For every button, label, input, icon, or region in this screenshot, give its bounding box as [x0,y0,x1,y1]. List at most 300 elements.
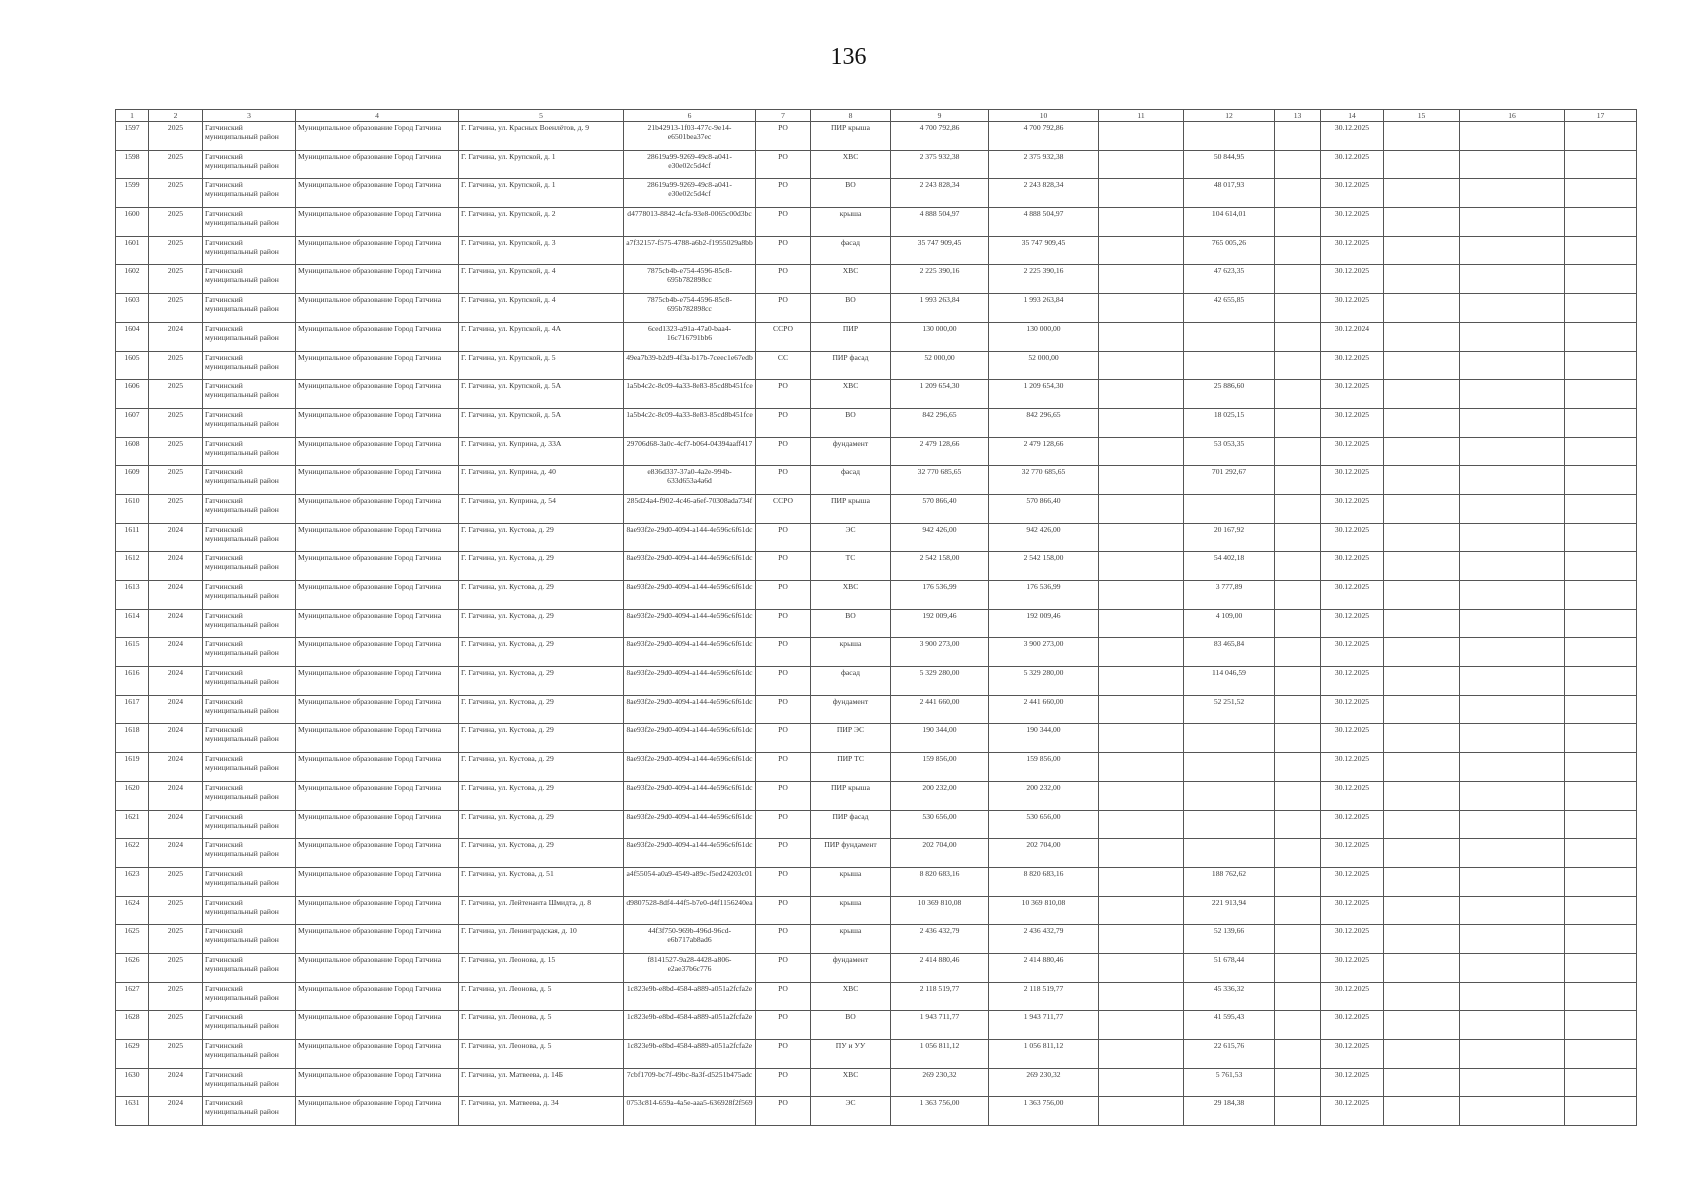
cell-total-cost: 2 441 660,00 [891,695,989,724]
cell-house-id: e836d337-37a0-4a2e-994b-633d653a4a6d [624,466,756,495]
table-row [116,867,1637,896]
cell-col-15 [1384,810,1460,839]
cell-year: 2024 [149,1097,203,1126]
cell-work-type: фасад [811,667,891,696]
cell-col-13 [1275,638,1321,667]
cell-col-11 [1099,781,1184,810]
table-body [116,122,1637,1126]
cell-district: Гатчинский муниципальный район [203,523,296,552]
table-row [116,122,1637,151]
cell-col-11 [1099,236,1184,265]
cell-municipality: Муниципальное образование Город Гатчина [296,667,459,696]
cell-col-13 [1275,581,1321,610]
cell-row-number: 1626 [116,953,149,982]
cell-deadline: 30.12.2025 [1321,466,1384,495]
cell-cost-fund: 4 888 504,97 [989,208,1099,237]
cell-row-number: 1622 [116,839,149,868]
cell-col-17 [1565,896,1637,925]
cell-house-id: 8ae93f2e-29d0-4094-a144-4e596c6f61dc [624,695,756,724]
cell-col-16 [1460,581,1565,610]
cell-house-id: 29706d68-3a0c-4cf7-b064-04394aaff417 [624,437,756,466]
cell-col-12: 47 623,35 [1184,265,1275,294]
cell-col-15 [1384,208,1460,237]
cell-house-id: 8ae93f2e-29d0-4094-a144-4e596c6f61dc [624,753,756,782]
cell-col-15 [1384,609,1460,638]
cell-row-number: 1627 [116,982,149,1011]
cell-municipality: Муниципальное образование Город Гатчина [296,294,459,323]
cell-col-16 [1460,695,1565,724]
cell-municipality: Муниципальное образование Город Гатчина [296,781,459,810]
cell-district: Гатчинский муниципальный район [203,179,296,208]
cell-year: 2025 [149,408,203,437]
cell-row-number: 1615 [116,638,149,667]
table-row [116,781,1637,810]
cell-house-id: 8ae93f2e-29d0-4094-a144-4e596c6f61dc [624,724,756,753]
cell-col-11 [1099,925,1184,954]
cell-work-type: ХВС [811,265,891,294]
cell-col-15 [1384,1040,1460,1069]
cell-total-cost: 52 000,00 [891,351,989,380]
table-row [116,236,1637,265]
cell-cost-fund: 2 436 432,79 [989,925,1099,954]
cell-work-type: ХВС [811,1068,891,1097]
column-header-6: 6 [624,110,756,122]
cell-year: 2025 [149,896,203,925]
cell-source: РО [756,380,811,409]
cell-col-13 [1275,380,1321,409]
cell-col-13 [1275,523,1321,552]
cell-year: 2025 [149,466,203,495]
cell-cost-fund: 1 209 654,30 [989,380,1099,409]
cell-col-13 [1275,925,1321,954]
cell-col-17 [1565,322,1637,351]
cell-col-15 [1384,1068,1460,1097]
cell-work-type: ХВС [811,581,891,610]
cell-cost-fund: 32 770 685,65 [989,466,1099,495]
table-row [116,466,1637,495]
cell-work-type: ПИР ЭС [811,724,891,753]
cell-col-16 [1460,322,1565,351]
cell-total-cost: 8 820 683,16 [891,867,989,896]
cell-house-id: 7875cb4b-e754-4596-85c8-695b782898cc [624,294,756,323]
cell-row-number: 1613 [116,581,149,610]
column-header-17: 17 [1565,110,1637,122]
cell-district: Гатчинский муниципальный район [203,208,296,237]
cell-deadline: 30.12.2025 [1321,351,1384,380]
cell-source: РО [756,581,811,610]
cell-col-17 [1565,753,1637,782]
cell-total-cost: 2 414 880,46 [891,953,989,982]
cell-col-12: 53 053,35 [1184,437,1275,466]
cell-house-id: d4778013-8842-4cfa-93e8-0065c00d3bc [624,208,756,237]
cell-row-number: 1619 [116,753,149,782]
cell-cost-fund: 130 000,00 [989,322,1099,351]
cell-district: Гатчинский муниципальный район [203,1097,296,1126]
cell-work-type: крыша [811,925,891,954]
cell-work-type: ВО [811,179,891,208]
cell-total-cost: 4 888 504,97 [891,208,989,237]
cell-col-11 [1099,953,1184,982]
cell-district: Гатчинский муниципальный район [203,581,296,610]
cell-col-17 [1565,351,1637,380]
cell-total-cost: 1 209 654,30 [891,380,989,409]
cell-col-15 [1384,867,1460,896]
cell-work-type: ПУ и УУ [811,1040,891,1069]
cell-district: Гатчинский муниципальный район [203,695,296,724]
cell-col-17 [1565,1011,1637,1040]
cell-year: 2025 [149,1011,203,1040]
cell-address: Г. Гатчина, ул. Крупской, д. 2 [459,208,624,237]
cell-deadline: 30.12.2025 [1321,638,1384,667]
cell-col-13 [1275,1040,1321,1069]
cell-deadline: 30.12.2025 [1321,609,1384,638]
cell-house-id: 28619a99-9269-49c8-a041-e30e02c5d4cf [624,150,756,179]
cell-work-type: ВО [811,609,891,638]
cell-col-13 [1275,408,1321,437]
cell-work-type: ПИР крыша [811,494,891,523]
cell-deadline: 30.12.2025 [1321,896,1384,925]
cell-col-16 [1460,122,1565,151]
cell-municipality: Муниципальное образование Город Гатчина [296,437,459,466]
cell-col-17 [1565,982,1637,1011]
cell-cost-fund: 2 441 660,00 [989,695,1099,724]
cell-col-15 [1384,236,1460,265]
cell-deadline: 30.12.2025 [1321,867,1384,896]
cell-deadline: 30.12.2025 [1321,265,1384,294]
cell-year: 2025 [149,122,203,151]
cell-total-cost: 269 230,32 [891,1068,989,1097]
cell-municipality: Муниципальное образование Город Гатчина [296,265,459,294]
cell-municipality: Муниципальное образование Город Гатчина [296,466,459,495]
cell-year: 2025 [149,351,203,380]
cell-cost-fund: 2 225 390,16 [989,265,1099,294]
cell-year: 2025 [149,925,203,954]
cell-total-cost: 2 225 390,16 [891,265,989,294]
cell-address: Г. Гатчина, ул. Кустова, д. 29 [459,810,624,839]
cell-cost-fund: 200 232,00 [989,781,1099,810]
cell-total-cost: 3 900 273,00 [891,638,989,667]
cell-col-17 [1565,925,1637,954]
cell-district: Гатчинский муниципальный район [203,839,296,868]
cell-house-id: 1c823e9b-e8bd-4584-a889-a051a2fcfa2e [624,982,756,1011]
cell-col-17 [1565,609,1637,638]
cell-work-type: ПИР крыша [811,781,891,810]
cell-house-id: 21b42913-1f03-477c-9e14-e6501bea37ec [624,122,756,151]
cell-year: 2024 [149,781,203,810]
cell-col-17 [1565,122,1637,151]
cell-col-12 [1184,322,1275,351]
table-row [116,695,1637,724]
cell-col-16 [1460,523,1565,552]
table-row [116,380,1637,409]
table-row [116,839,1637,868]
cell-district: Гатчинский муниципальный район [203,122,296,151]
cell-cost-fund: 2 479 128,66 [989,437,1099,466]
cell-col-12: 221 913,94 [1184,896,1275,925]
cell-col-12: 45 336,32 [1184,982,1275,1011]
cell-source: РО [756,466,811,495]
cell-source: РО [756,208,811,237]
cell-address: Г. Гатчина, ул. Кустова, д. 29 [459,695,624,724]
cell-col-13 [1275,1068,1321,1097]
cell-cost-fund: 8 820 683,16 [989,867,1099,896]
cell-source: РО [756,408,811,437]
cell-year: 2025 [149,953,203,982]
cell-source: РО [756,667,811,696]
cell-municipality: Муниципальное образование Город Гатчина [296,982,459,1011]
table-row [116,351,1637,380]
cell-source: РО [756,1068,811,1097]
cell-col-13 [1275,150,1321,179]
cell-work-type: ЭС [811,523,891,552]
cell-col-13 [1275,265,1321,294]
column-header-4: 4 [296,110,459,122]
cell-house-id: 8ae93f2e-29d0-4094-a144-4e596c6f61dc [624,638,756,667]
cell-year: 2024 [149,552,203,581]
cell-work-type: фундамент [811,437,891,466]
table-row [116,1011,1637,1040]
cell-col-15 [1384,925,1460,954]
cell-year: 2025 [149,236,203,265]
cell-col-15 [1384,839,1460,868]
cell-cost-fund: 192 009,46 [989,609,1099,638]
cell-cost-fund: 159 856,00 [989,753,1099,782]
cell-cost-fund: 942 426,00 [989,523,1099,552]
cell-district: Гатчинский муниципальный район [203,1068,296,1097]
cell-row-number: 1625 [116,925,149,954]
cell-cost-fund: 2 542 158,00 [989,552,1099,581]
table-row [116,638,1637,667]
cell-house-id: 8ae93f2e-29d0-4094-a144-4e596c6f61dc [624,523,756,552]
cell-col-16 [1460,408,1565,437]
cell-total-cost: 130 000,00 [891,322,989,351]
cell-address: Г. Гатчина, ул. Кустова, д. 29 [459,667,624,696]
cell-col-17 [1565,437,1637,466]
cell-col-17 [1565,494,1637,523]
cell-municipality: Муниципальное образование Город Гатчина [296,609,459,638]
cell-col-17 [1565,581,1637,610]
cell-cost-fund: 4 700 792,86 [989,122,1099,151]
cell-col-13 [1275,494,1321,523]
cell-source: РО [756,609,811,638]
cell-col-17 [1565,1040,1637,1069]
cell-col-16 [1460,867,1565,896]
cell-district: Гатчинский муниципальный район [203,494,296,523]
cell-source: РО [756,781,811,810]
cell-municipality: Муниципальное образование Город Гатчина [296,1011,459,1040]
cell-col-12 [1184,810,1275,839]
cell-work-type: ЭС [811,1097,891,1126]
table-row [116,523,1637,552]
cell-row-number: 1605 [116,351,149,380]
cell-row-number: 1616 [116,667,149,696]
cell-year: 2024 [149,667,203,696]
cell-house-id: 8ae93f2e-29d0-4094-a144-4e596c6f61dc [624,810,756,839]
cell-col-16 [1460,982,1565,1011]
cell-col-12: 114 046,59 [1184,667,1275,696]
cell-col-11 [1099,1040,1184,1069]
cell-col-17 [1565,781,1637,810]
cell-house-id: 285d24a4-f902-4c46-a6ef-70308ada734f [624,494,756,523]
cell-col-13 [1275,781,1321,810]
cell-col-15 [1384,494,1460,523]
cell-cost-fund: 202 704,00 [989,839,1099,868]
cell-deadline: 30.12.2025 [1321,925,1384,954]
cell-house-id: 6ced1323-a91a-47a0-baa4-16c716791bb6 [624,322,756,351]
cell-col-17 [1565,810,1637,839]
table-row [116,208,1637,237]
cell-col-11 [1099,724,1184,753]
cell-row-number: 1629 [116,1040,149,1069]
cell-address: Г. Гатчина, ул. Кустова, д. 29 [459,839,624,868]
cell-col-17 [1565,236,1637,265]
cell-col-16 [1460,265,1565,294]
cell-municipality: Муниципальное образование Город Гатчина [296,896,459,925]
cell-col-17 [1565,1097,1637,1126]
cell-col-12: 83 465,84 [1184,638,1275,667]
cell-col-16 [1460,552,1565,581]
cell-municipality: Муниципальное образование Город Гатчина [296,122,459,151]
cell-col-11 [1099,839,1184,868]
cell-house-id: 1a5b4c2c-8c09-4a33-8e83-85cd8b451fce [624,380,756,409]
cell-col-13 [1275,609,1321,638]
table-row [116,581,1637,610]
cell-col-13 [1275,552,1321,581]
cell-col-12: 22 615,76 [1184,1040,1275,1069]
cell-municipality: Муниципальное образование Город Гатчина [296,1040,459,1069]
cell-municipality: Муниципальное образование Город Гатчина [296,380,459,409]
cell-col-13 [1275,753,1321,782]
cell-row-number: 1617 [116,695,149,724]
cell-row-number: 1599 [116,179,149,208]
cell-col-12 [1184,351,1275,380]
cell-deadline: 30.12.2025 [1321,667,1384,696]
cell-cost-fund: 5 329 280,00 [989,667,1099,696]
cell-col-17 [1565,552,1637,581]
cell-deadline: 30.12.2025 [1321,236,1384,265]
cell-col-15 [1384,753,1460,782]
cell-source: РО [756,236,811,265]
table-row [116,1097,1637,1126]
cell-deadline: 30.12.2025 [1321,982,1384,1011]
cell-deadline: 30.12.2025 [1321,1040,1384,1069]
table-row [116,810,1637,839]
cell-year: 2025 [149,437,203,466]
cell-source: РО [756,953,811,982]
cell-year: 2024 [149,695,203,724]
column-header-3: 3 [203,110,296,122]
cell-work-type: крыша [811,638,891,667]
cell-col-11 [1099,552,1184,581]
cell-col-12: 765 005,26 [1184,236,1275,265]
cell-col-13 [1275,695,1321,724]
cell-deadline: 30.12.2025 [1321,408,1384,437]
cell-house-id: 44f3f750-969b-496d-96cd-e6b717ab8ad6 [624,925,756,954]
cell-work-type: ТС [811,552,891,581]
cell-col-11 [1099,466,1184,495]
table-row [116,265,1637,294]
table-row [116,724,1637,753]
cell-deadline: 30.12.2025 [1321,839,1384,868]
cell-col-16 [1460,179,1565,208]
cell-total-cost: 202 704,00 [891,839,989,868]
cell-col-13 [1275,236,1321,265]
cell-house-id: 7875cb4b-e754-4596-85c8-695b782898cc [624,265,756,294]
cell-col-15 [1384,896,1460,925]
cell-municipality: Муниципальное образование Город Гатчина [296,322,459,351]
cell-work-type: ПИР фасад [811,810,891,839]
cell-col-17 [1565,179,1637,208]
cell-col-12 [1184,122,1275,151]
cell-deadline: 30.12.2025 [1321,437,1384,466]
cell-col-11 [1099,322,1184,351]
cell-address: Г. Гатчина, ул. Крупской, д. 5А [459,408,624,437]
cell-address: Г. Гатчина, ул. Крупской, д. 5А [459,380,624,409]
cell-house-id: 8ae93f2e-29d0-4094-a144-4e596c6f61dc [624,581,756,610]
cell-address: Г. Гатчина, ул. Кустова, д. 29 [459,724,624,753]
cell-col-11 [1099,265,1184,294]
cell-municipality: Муниципальное образование Город Гатчина [296,552,459,581]
cell-row-number: 1609 [116,466,149,495]
cell-deadline: 30.12.2025 [1321,1097,1384,1126]
cell-col-15 [1384,150,1460,179]
cell-col-16 [1460,810,1565,839]
cell-work-type: ВО [811,408,891,437]
table-row [116,322,1637,351]
cell-col-16 [1460,609,1565,638]
cell-col-17 [1565,466,1637,495]
cell-municipality: Муниципальное образование Город Гатчина [296,351,459,380]
cell-total-cost: 942 426,00 [891,523,989,552]
cell-col-17 [1565,380,1637,409]
table-row [116,982,1637,1011]
cell-municipality: Муниципальное образование Город Гатчина [296,753,459,782]
cell-source: РО [756,1097,811,1126]
cell-col-12: 18 025,15 [1184,408,1275,437]
cell-cost-fund: 190 344,00 [989,724,1099,753]
cell-col-11 [1099,695,1184,724]
column-header-15: 15 [1384,110,1460,122]
cell-deadline: 30.12.2025 [1321,150,1384,179]
table-row [116,294,1637,323]
cell-col-11 [1099,351,1184,380]
cell-year: 2024 [149,810,203,839]
cell-work-type: ПИР фундамент [811,839,891,868]
cell-col-12: 48 017,93 [1184,179,1275,208]
cell-district: Гатчинский муниципальный район [203,150,296,179]
cell-col-13 [1275,867,1321,896]
cell-col-15 [1384,781,1460,810]
cell-cost-fund: 2 243 828,34 [989,179,1099,208]
cell-col-12 [1184,494,1275,523]
cell-work-type: крыша [811,208,891,237]
cell-district: Гатчинский муниципальный район [203,294,296,323]
cell-row-number: 1600 [116,208,149,237]
cell-col-11 [1099,609,1184,638]
cell-municipality: Муниципальное образование Город Гатчина [296,867,459,896]
cell-col-11 [1099,896,1184,925]
cell-address: Г. Гатчина, ул. Ленинградская, д. 10 [459,925,624,954]
cell-district: Гатчинский муниципальный район [203,265,296,294]
cell-address: Г. Гатчина, ул. Лейтенанта Шмидта, д. 8 [459,896,624,925]
cell-source: РО [756,695,811,724]
cell-col-16 [1460,466,1565,495]
table-row [116,150,1637,179]
cell-year: 2025 [149,150,203,179]
cell-col-11 [1099,208,1184,237]
cell-col-12 [1184,781,1275,810]
cell-year: 2025 [149,380,203,409]
